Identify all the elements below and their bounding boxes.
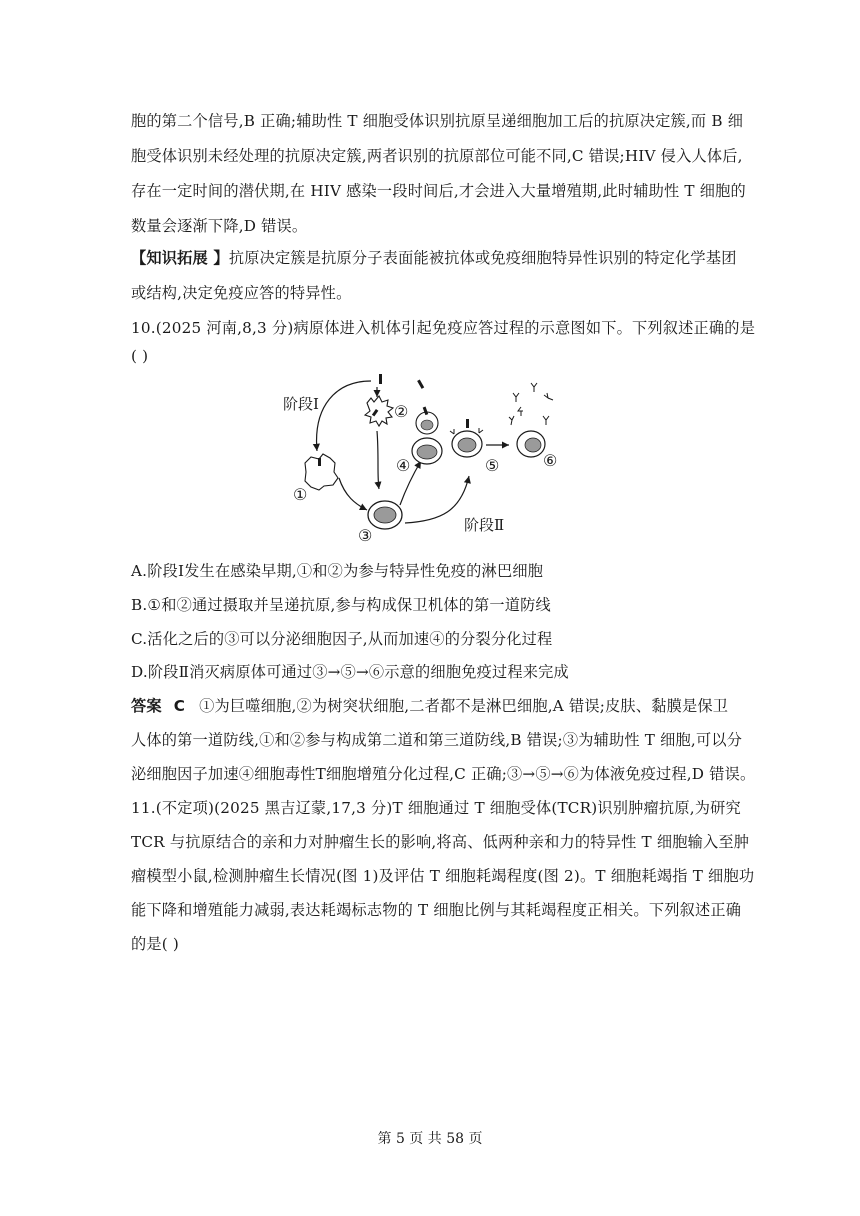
answer-text-1: ①为巨噬细胞,②为树突状细胞,二者都不是淋巴细胞,A 错误;皮肤、黏膜是保卫 [199,697,729,715]
prev-answer-line-2: 胞受体识别未经处理的抗原决定簇,两者识别的抗原部位可能不同,C 错误;HIV 侵入人体后, [131,147,743,165]
dendritic-cell [365,396,393,426]
q10-option-b: B.①和②通过摄取并呈递抗原,参与构成保卫机体的第一道防线 [131,596,551,614]
prev-answer-line-1: 胞的第二个信号,B 正确;辅助性 T 细胞受体识别抗原呈递细胞加工后的抗原决定簇,而 B 细 [131,112,744,130]
receptor-mark [479,428,483,433]
label-3: ③ [358,526,373,545]
q10-answer-line-2: 人体的第一道防线,①和②参与构成第二道和第三道防线,B 错误;③为辅助性 T 细胞,可以分 [131,731,743,749]
stage-2-label: 阶段Ⅱ [464,516,505,534]
label-4: ④ [396,456,411,475]
q11-line-2: TCR 与抗原结合的亲和力对肿瘤生长的影响,将高、低两种亲和力的特异性 T 细胞输入至肿 [131,833,750,851]
antigen-mark [379,374,382,384]
plasma-nucleus [525,438,541,452]
prev-answer-line-4: 数量会逐渐下降,D 错误。 [131,217,308,235]
arrow-2-to-3 [377,431,379,489]
q11-line-3: 瘤模型小鼠,检测肿瘤生长情况(图 1)及评估 T 细胞耗竭程度(图 2)。T 细胞耗竭指 T 细胞功 [131,867,755,885]
q10-option-d: D.阶段Ⅱ消灭病原体可通过③→⑤→⑥示意的细胞免疫过程来完成 [131,663,569,681]
q11-line-1: 11.(不定项)(2025 黑吉辽蒙,17,3 分)T 细胞通过 T 细胞受体(TCR)识别肿瘤抗原,为研究 [131,799,741,817]
q10-bracket: ( ) [131,347,149,365]
stage-1-label: 阶段Ⅰ [283,395,319,413]
antigen-mark [417,380,424,389]
answer-letter: C [173,697,186,715]
antibodies [509,383,553,425]
knowledge-line-2: 或结构,决定免疫应答的特异性。 [131,284,352,302]
q10-option-c: C.活化之后的③可以分泌细胞因子,从而加速④的分裂分化过程 [131,630,553,648]
b-cell-top-nucleus [421,420,433,430]
knowledge-tag: 【知识拓展 】 [131,249,229,267]
arrow-to-macrophage [317,381,371,451]
label-2: ② [394,402,409,421]
knowledge-text-1: 抗原决定簇是抗原分子表面能被抗体或免疫细胞特异性识别的特定化学基团 [228,249,737,267]
label-5: ⑤ [485,456,500,475]
prev-answer-line-3: 存在一定时间的潜伏期,在 HIV 感染一段时间后,才会进入大量增殖期,此时辅助性 T 细胞的 [131,182,746,200]
receptor-mark [450,429,454,434]
arrow-3-to-5 [405,476,469,523]
immune-diagram [281,371,562,548]
page-footer: 第 5 页 共 58 页 [377,1131,483,1147]
q11-line-5: 的是( ) [131,935,180,953]
answer-label: 答案 [131,697,162,715]
q10-answer-line-3: 泌细胞因子加速④细胞毒性T细胞增殖分化过程,C 正确;③→⑤→⑥为体液免疫过程,D 错误。 [131,765,756,783]
macrophage-cell [305,454,338,490]
antigen-mark [466,419,469,428]
q10-stem: 10.(2025 河南,8,3 分)病原体进入机体引起免疫应答过程的示意图如下。下列叙述正确的是 [131,319,756,337]
knowledge-line-1 [131,247,737,269]
arrow-1-to-3 [339,478,367,510]
q10-option-a: A.阶段Ⅰ发生在感染早期,①和②为参与特异性免疫的淋巴细胞 [131,562,544,580]
label-6: ⑥ [543,451,558,470]
helper-t-nucleus [374,507,396,523]
q11-line-4: 能下降和增殖能力减弱,表达耗竭标志物的 T 细胞比例与其耗竭程度正相关。下列叙述正确 [131,901,742,919]
activated-b-nucleus [458,438,476,452]
q10-answer-line-1 [131,695,728,717]
antigen-mark [318,458,321,466]
label-1: ① [293,485,308,504]
b-cell-nucleus [417,445,437,459]
immune-response-figure [281,371,562,548]
